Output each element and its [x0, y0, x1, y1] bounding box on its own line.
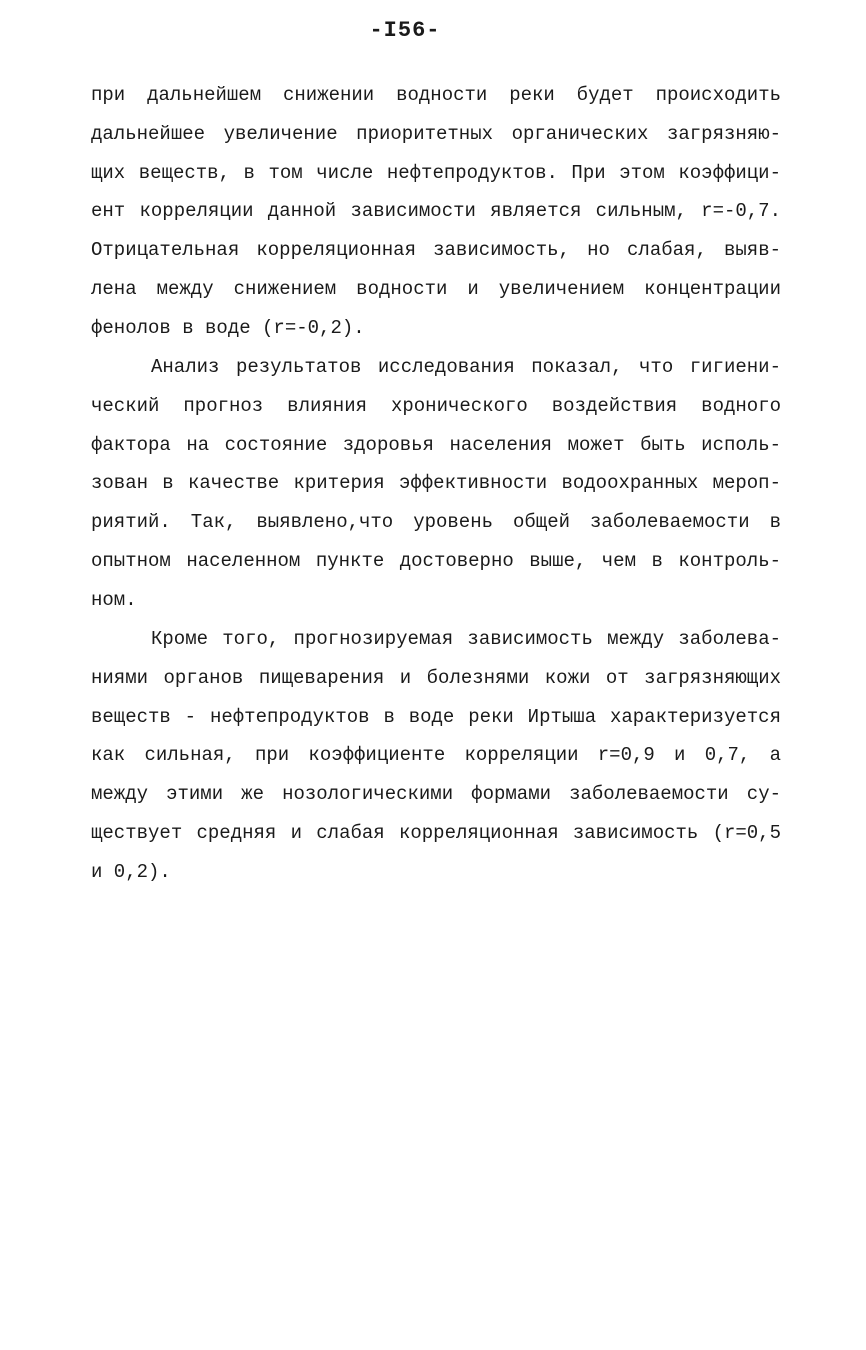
text-line: Анализ результатов исследования показал, что гигиени- [151, 356, 781, 378]
text-line: фенолов в воде (r=-0,2). [91, 316, 365, 339]
text-line: ческий прогноз влияния хронического воздействия водного [91, 394, 781, 417]
text-line: при дальнейшем снижении водности реки будет происходить [91, 84, 781, 106]
text-line: как сильная, при коэффициенте корреляции r=0,9 и 0,7, а [91, 744, 781, 767]
text-line: ниями органов пищеварения и болезнями кожи от загрязняющих [91, 666, 781, 689]
text-line: риятий. Так, выявлено,что уровень общей заболеваемости в [91, 511, 781, 534]
text-line: ществует средняя и слабая корреляционная зависимость (r=0,5 [91, 821, 781, 844]
text-line: между этими же нозологическими формами заболеваемости су- [91, 783, 781, 806]
text-line: фактора на состояние здоровья населения может быть исполь- [91, 433, 781, 456]
text-line: ент корреляции данной зависимости является сильным, r=-0,7. [91, 200, 781, 223]
paragraph-3 [91, 620, 781, 892]
text-line: лена между снижением водности и увеличением концентрации [91, 277, 781, 300]
text-line: зован в качестве критерия эффективности водоохранных мероп- [91, 472, 781, 495]
text-line: опытном населенном пункте достоверно выше, чем в контроль- [91, 549, 781, 572]
page-number: -I56- [369, 18, 441, 43]
text-line: Отрицательная корреляционная зависимость, но слабая, выяв- [91, 239, 781, 262]
text-line: веществ - нефтепродуктов в воде реки Иртыша характеризуется [91, 705, 781, 728]
text-line: Кроме того, прогнозируемая зависимость между заболева- [151, 628, 781, 650]
text-line: дальнейшее увеличение приоритетных органических загрязняю- [91, 122, 781, 145]
paragraph-2 [91, 348, 781, 620]
text-line: щих веществ, в том числе нефтепродуктов. При этом коэффици- [91, 161, 781, 184]
text-line: и 0,2). [91, 860, 171, 883]
paragraph-1 [91, 76, 781, 348]
text-line: ном. [91, 588, 137, 611]
